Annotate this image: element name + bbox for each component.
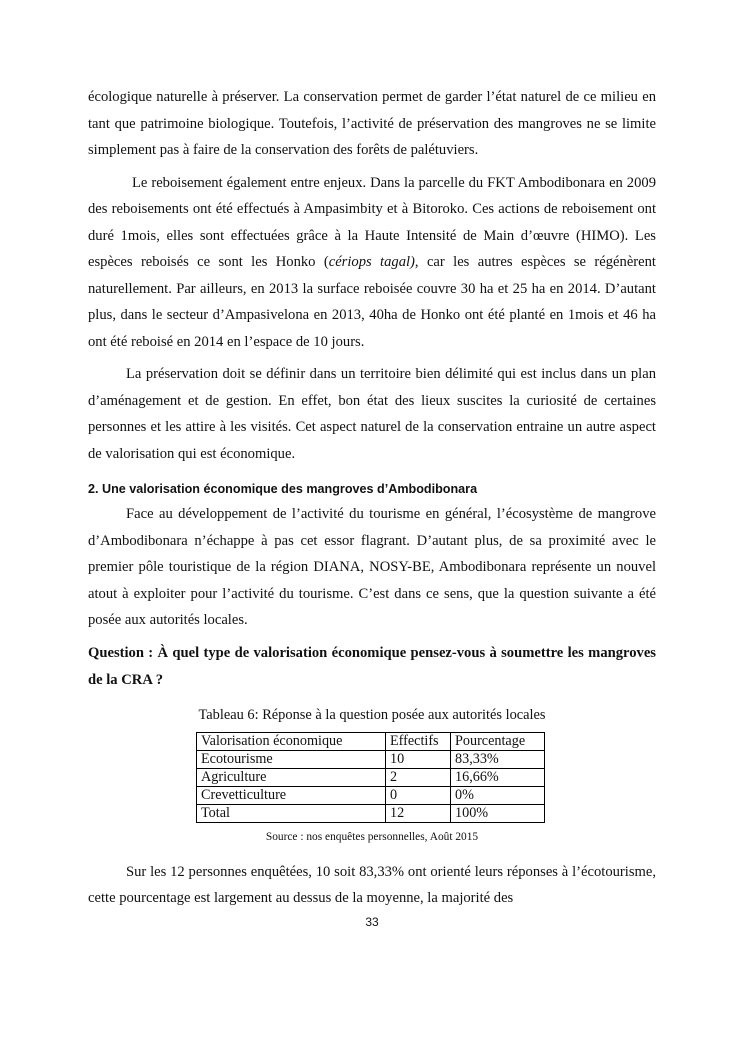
table-cell: 2 [386, 768, 451, 786]
paragraph-reboisement [88, 170, 656, 356]
table-header-cell: Pourcentage [451, 732, 545, 750]
table-cell: Ecotourisme [197, 750, 386, 768]
paragraph-reboisement-part1: Le reboisement également entre enjeux. Dans la parcelle du FKT Ambodibonara en 2009 des reboisements ont été effectués à Ampasimbity et à Bitoroko. Ces actions de reboisement ont duré 1mois, elles sont effectuées grâce à la Haute Intensité de Main d’œuvre (HIMO). Les espèces reboisés ce sont les Honko ( [88, 174, 656, 270]
survey-question: Question : À quel type de valorisation économique pensez-vous à soumettre les mangroves de la CRA ? [88, 644, 656, 688]
response-table [196, 732, 545, 823]
table-cell: Agriculture [197, 768, 386, 786]
table-cell: 10 [386, 750, 451, 768]
page-number: 33 [365, 915, 379, 929]
table-cell: 0% [451, 786, 545, 804]
table-row [197, 786, 545, 804]
table-header-row [197, 732, 545, 750]
table-cell: 100% [451, 804, 545, 822]
table-source: Source : nos enquêtes personnelles, Août 2015 [265, 830, 479, 843]
table-cell: 12 [386, 804, 451, 822]
species-name-italic: cériops tagal) [328, 254, 415, 270]
table-caption: Tableau 6: Réponse à la question posée aux autorités locales [198, 706, 546, 723]
table-header-cell: Valorisation économique [197, 732, 386, 750]
table-cell: 16,66% [451, 768, 545, 786]
table-row [197, 768, 545, 786]
table-cell: 0 [386, 786, 451, 804]
paragraph-reboisement-part2: , car les autres espèces se régénèrent naturellement. Par ailleurs, en 2013 la surface reboisée couvre 30 ha et 25 ha en 2014. D’autant plus, dans le secteur d’Ampasivelona en 2013, 40ha de Honko ont été planté en 1mois et 46 ha ont été reboisé en 2014 en l’espace de 10 jours. [88, 254, 656, 350]
section-heading: 2. Une valorisation économique des mangroves d’Ambodibonara [88, 482, 478, 496]
paragraph-tourisme: Face au développement de l’activité du tourisme en général, l’écosystème de mangrove d’Ambodibonara n’échappe à pas cet essor flagrant. D’autant plus, de sa proximité avec le premier pôle touristique de la région DIANA, NOSY-BE, Ambodibonara représente un nouvel atout à exploiter pour l’activité du tourisme. C’est dans ce sens, que la question suivante a été posée aux autorités locales. [88, 506, 656, 628]
table-cell: 83,33% [451, 750, 545, 768]
table-cell: Crevetticulture [197, 786, 386, 804]
table-cell: Total [197, 804, 386, 822]
table-header-cell: Effectifs [386, 732, 451, 750]
document-page [88, 84, 656, 912]
table-row [197, 804, 545, 822]
paragraph-preservation: La préservation doit se définir dans un territoire bien délimité qui est inclus dans un plan d’aménagement et de gestion. En effet, bon état des lieux suscites la curiosité de certaines personnes et les attire à les visités. Cet aspect naturel de la conservation entraine un autre aspect de valorisation qui est économique. [88, 366, 656, 462]
table-row [197, 750, 545, 768]
paragraph-analysis: Sur les 12 personnes enquêtées, 10 soit 83,33% ont orienté leurs réponses à l’écotourisme, cette pourcentage est largement au dessus de la moyenne, la majorité des [88, 863, 656, 906]
paragraph-conservation: écologique naturelle à préserver. La conservation permet de garder l’état naturel de ce milieu en tant que patrimoine biologique. Toutefois, l’activité de préservation des mangroves ne se limite simplement pas à faire de la conservation des forêts de palétuviers. [88, 89, 656, 158]
